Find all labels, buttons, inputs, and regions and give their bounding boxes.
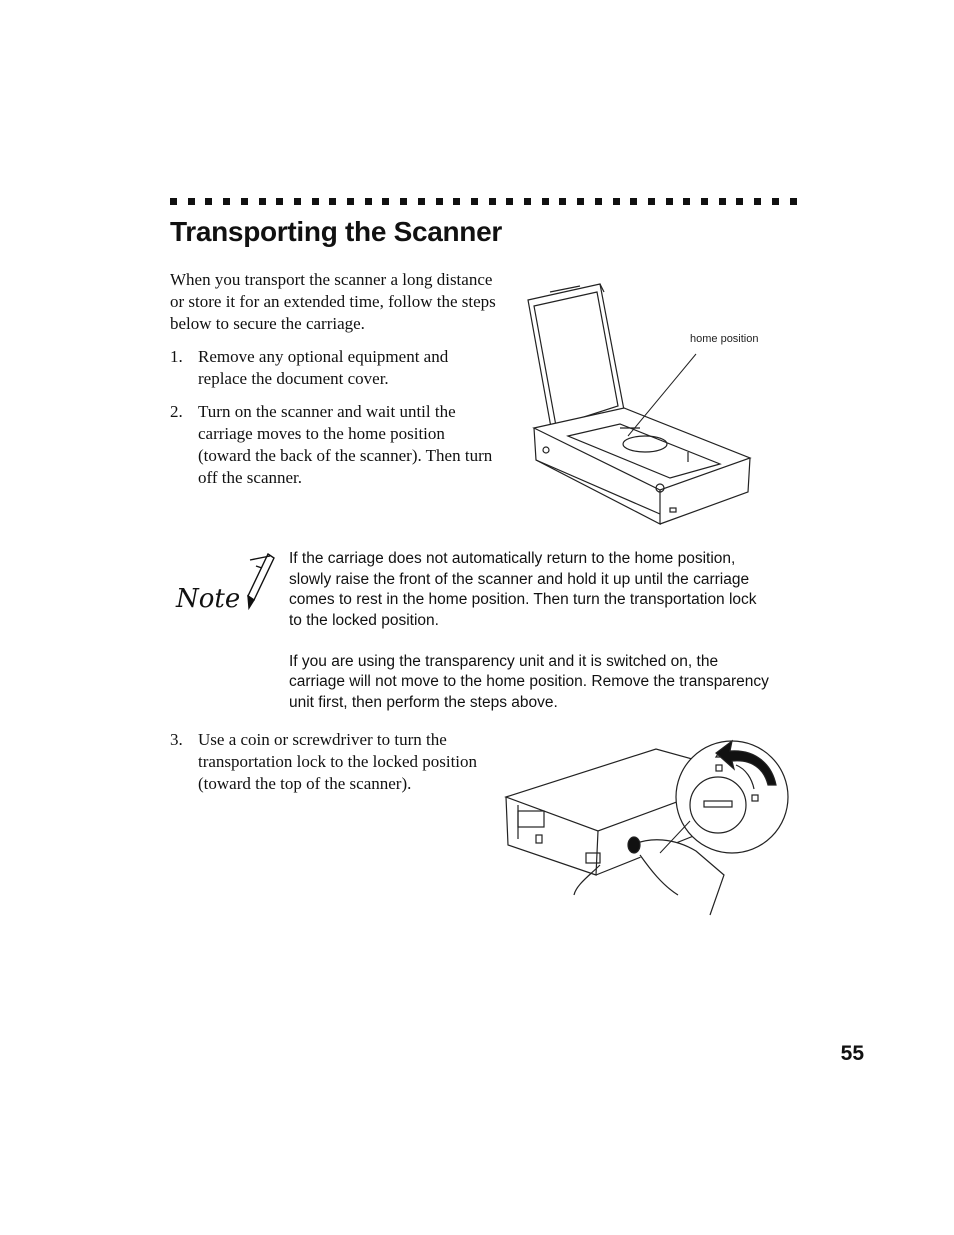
section-divider: [170, 198, 796, 208]
note-paragraph: If the carriage does not automatically return to the home position, slowly raise the front of the scanner and hold it up until the carriage comes to rest in the home position. Then turn the transportation lock to the locked position.: [289, 550, 757, 629]
divider-dot: [170, 198, 177, 205]
step-text: Use a coin or screwdriver to turn the transportation lock to the locked position (toward the top of the scanner).: [198, 730, 478, 793]
divider-dot: [453, 198, 460, 205]
divider-dot: [542, 198, 549, 205]
step-text: Turn on the scanner and wait until the carriage moves to the home position (toward the back of the scanner). Then turn off the scanner.: [198, 402, 493, 487]
home-position-callout: home position: [690, 333, 759, 345]
divider-dot: [683, 198, 690, 205]
note-text: [289, 549, 769, 734]
step-number: 2.: [170, 402, 183, 421]
divider-dot: [382, 198, 389, 205]
divider-dot: [418, 198, 425, 205]
divider-dot: [701, 198, 708, 205]
divider-dot: [772, 198, 779, 205]
page-number: 55: [840, 1042, 864, 1065]
divider-dot: [524, 198, 531, 205]
transportation-lock-illustration: [500, 735, 800, 920]
divider-dot: [630, 198, 637, 205]
divider-dot: [559, 198, 566, 205]
step-number: 3.: [170, 730, 183, 749]
divider-dot: [223, 198, 230, 205]
intro-paragraph: When you transport the scanner a long distance or store it for an extended time, follow the steps below to secure the carriage.: [170, 270, 496, 333]
divider-dot: [436, 198, 443, 205]
divider-dot: [790, 198, 797, 205]
step-text: Remove any optional equipment and replace the document cover.: [198, 347, 449, 388]
divider-dot: [471, 198, 478, 205]
divider-dot: [400, 198, 407, 205]
divider-dot: [241, 198, 248, 205]
divider-dot: [754, 198, 761, 205]
divider-dot: [294, 198, 301, 205]
divider-dot: [648, 198, 655, 205]
divider-dot: [506, 198, 513, 205]
divider-dot: [489, 198, 496, 205]
divider-dot: [666, 198, 673, 205]
note-paragraph: If you are using the transparency unit and it is switched on, the carriage will not move to the home position. Remove the transparency unit first, then perform the steps above.: [289, 652, 769, 711]
page-title: Transporting the Scanner: [170, 216, 502, 247]
divider-dot: [329, 198, 336, 205]
divider-dot: [276, 198, 283, 205]
divider-dot: [188, 198, 195, 205]
divider-dot: [595, 198, 602, 205]
divider-dot: [312, 198, 319, 205]
step-number: 1.: [170, 347, 183, 366]
scanner-open-illustration: [520, 278, 780, 528]
divider-dot: [365, 198, 372, 205]
divider-dot: [205, 198, 212, 205]
note-label: Note: [176, 584, 241, 614]
divider-dot: [259, 198, 266, 205]
note-pencil-icon: [170, 548, 280, 628]
divider-dot: [736, 198, 743, 205]
divider-dot: [613, 198, 620, 205]
divider-dot: [347, 198, 354, 205]
divider-dot: [719, 198, 726, 205]
divider-dot: [577, 198, 584, 205]
